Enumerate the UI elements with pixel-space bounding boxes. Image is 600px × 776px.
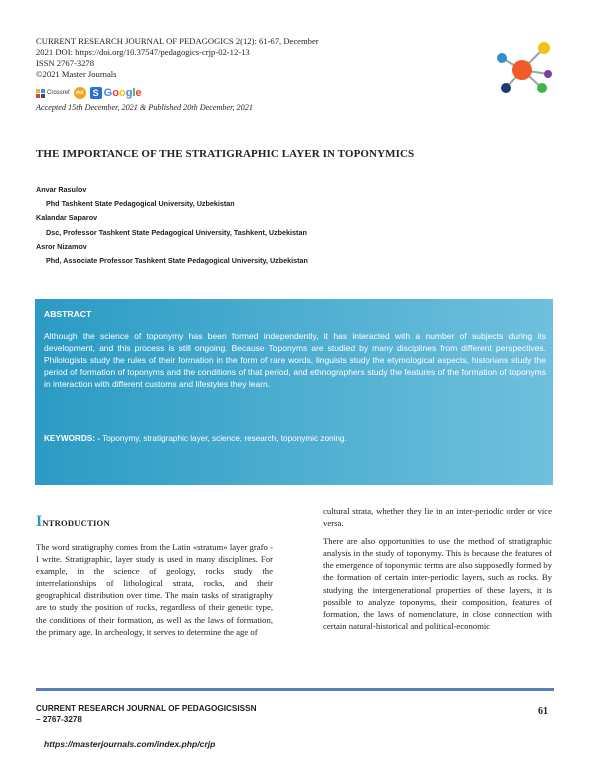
keywords-label: KEYWORDS: - — [44, 434, 100, 443]
abstract-box — [35, 299, 553, 485]
introduction-heading — [36, 513, 110, 531]
google-label: Google — [103, 87, 142, 99]
crossref-icon — [36, 89, 45, 98]
introduction-heading-rest: NTRODUCTION — [42, 518, 110, 528]
abstract-text: Although the science of toponymy has been formed independently, it has interacted with a number of subjects during its development, and this process is still ongoing. Because Toponyms are studied by many disciplines from different perspectives. Philologists study the rules of their formation in the form of rare words, linguists study the etymological aspects, historians study the period of formation of toponyms and the conditions of that period, and ethnographers study the features of the formation of toponyms in interaction with different customs and lifestyles they learn. — [44, 331, 546, 390]
author-affiliation: Phd Tashkent State Pedagogical University, Uzbekistan — [46, 199, 235, 209]
right-column — [323, 505, 552, 632]
crossref-label: Crossref — [47, 90, 70, 96]
author-affiliation: Phd, Associate Professor Tashkent State Pedagogical University, Uzbekistan — [46, 256, 308, 266]
author-name: Asror Nizamov — [36, 241, 87, 251]
author-list — [36, 183, 308, 268]
journal-header — [36, 36, 319, 80]
footer-journal — [36, 703, 256, 725]
header-line-2: 2021 DOI: https://doi.org/10.37547/pedagogics-crjp-02-12-13 — [36, 47, 250, 57]
right-paragraph-1: cultural strata, whether they lie in an inter-periodic order or vice versa. — [323, 506, 552, 529]
paper-title: THE IMPORTANCE OF THE STRATIGRAPHIC LAYER IN TOPONYMICS — [36, 148, 415, 160]
footer-journal-line-1: CURRENT RESEARCH JOURNAL OF PEDAGOGICSISSN — [36, 704, 257, 713]
google-scholar-logo — [90, 87, 142, 99]
molecule-logo-icon — [492, 36, 558, 102]
right-paragraph-2: There are also opportunities to use the method of stratigraphic analysis in the study of toponymy. This is because the features of the emergence of toponymic terms are also supposedly formed by the formation of certain inter-periodic layers, such as rocks. By studying the intergenerational properties of these layers, it is possible to analyze toponyms, their composition, features of formation, the laws of nomenclature, in close connection with certain natural-historical and political-economic — [323, 536, 552, 631]
header-line-1: CURRENT RESEARCH JOURNAL OF PEDAGOGICS 2(12): 61-67, December — [36, 36, 319, 46]
keywords-list: Toponymy, stratigraphic layer, science, research, toponymic zoning. — [99, 434, 347, 443]
footer-journal-line-2: – 2767-3278 — [36, 715, 82, 724]
introduction-drop-cap: I — [36, 513, 43, 530]
crossref-logo — [36, 89, 70, 98]
left-column-text: The word stratigraphy comes from the Latin «stratum» layer grafo - I write. Stratigraphic, layer study is used in many disciplines. For example, in the science of geology, rocks study the interrelationships of lithological strata, rocks, and their geographical distribution over time. The main tasks of stratigraphy are to study the position of rocks, regardless of their genetic type, the conditions of their formation, as well as the laws of formation, the primary age. In archeology, it serves to determine the age of — [36, 542, 273, 637]
publication-dates: Accepted 15th December, 2021 & Published 20th December, 2021 — [36, 103, 253, 112]
keywords — [44, 434, 347, 443]
footer-url-link[interactable]: https://masterjournals.com/index.php/crjp — [44, 739, 216, 749]
author-name: Kalandar Saparov — [36, 213, 98, 223]
author-affiliation: Dsc, Professor Tashkent State Pedagogical University, Tashkent, Uzbekistan — [46, 227, 307, 237]
doi-icon: doi — [74, 87, 86, 99]
footer-divider — [36, 688, 554, 691]
google-scholar-icon: S — [90, 87, 102, 99]
abstract-heading: ABSTRACT — [44, 309, 92, 319]
page-number: 61 — [538, 706, 548, 717]
indexing-logos — [36, 86, 142, 100]
author-name: Anvar Rasulov — [36, 185, 87, 194]
header-line-4: ©2021 Master Journals — [36, 69, 117, 79]
header-line-3: ISSN 2767-3278 — [36, 58, 95, 68]
